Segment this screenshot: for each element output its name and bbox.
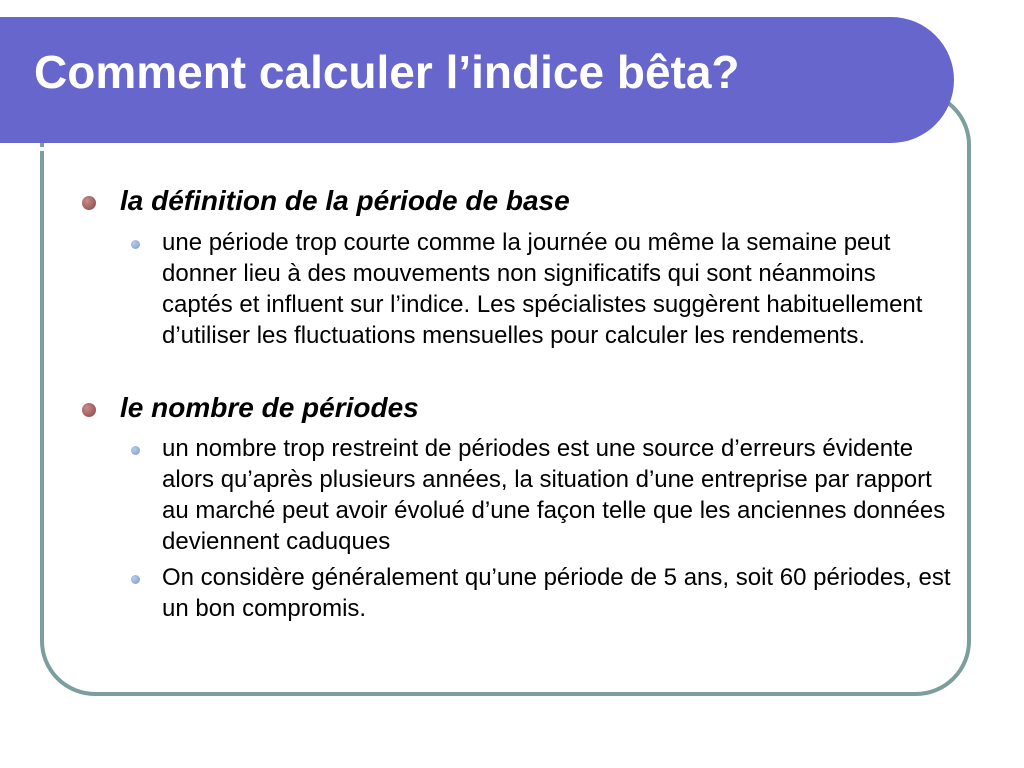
bullet-icon <box>82 403 96 417</box>
section-heading: le nombre de périodes <box>120 392 419 423</box>
sub-bullet-icon <box>131 240 140 249</box>
list-item: un nombre trop restreint de périodes est une source d’erreurs évidente alors qu’après plusieurs années, la situation d’une entreprise par rapport au marché peut avoir évolué d’une façon telle que les anciennes données deviennent caduques <box>162 435 946 555</box>
bullet-icon <box>82 196 96 210</box>
list-item: On considère généralement qu’une période de 5 ans, soit 60 périodes, est un bon compromis. <box>162 564 951 622</box>
sub-bullet-icon <box>131 575 140 584</box>
section-heading: la définition de la période de base <box>120 185 570 216</box>
list-item: une période trop courte comme la journée ou même la semaine peut donner lieu à des mouvements non significatifs qui sont néanmoins captés et influent sur l’indice. Les spécialistes suggèrent habituellement d’utiliser les fluctuations mensuelles pour calculer les rendements. <box>162 229 923 349</box>
sub-bullet-icon <box>131 446 140 455</box>
slide-title: Comment calculer l’indice bêta? <box>34 46 740 98</box>
